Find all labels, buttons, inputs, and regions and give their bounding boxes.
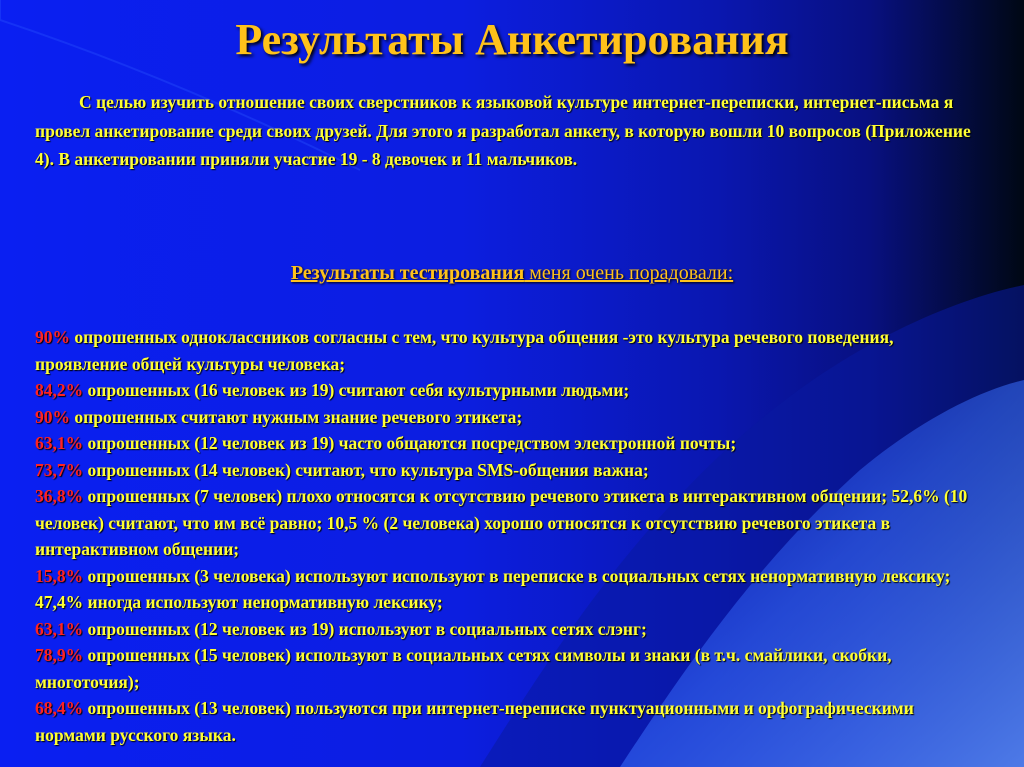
result-item xyxy=(35,642,985,695)
subtitle-bold: Результаты тестирования xyxy=(290,262,525,284)
result-text: опрошенных (7 человек) плохо относятся к отсутствию речевого этикета в интерактивном общении; 52,6% (10 человек) считают, что им всё равно; 10,5 % (2 человека) хорошо относятся к отсутствию речевого этикета в интерактивном общении; xyxy=(35,486,968,559)
result-percent: 63,1% xyxy=(35,618,84,639)
result-percent: 73,7% xyxy=(35,459,84,480)
result-text: опрошенных одноклассников согласны с тем, что культура общения -это культура речевого поведения, проявление общей культуры человека; xyxy=(35,327,894,374)
results-list xyxy=(35,324,985,748)
result-percent: 78,9% xyxy=(35,645,84,665)
result-percent: 90% xyxy=(35,327,70,347)
result-text: опрошенных (12 человек из 19) часто общаются посредством электронной почты; xyxy=(83,433,737,453)
result-item xyxy=(35,377,985,404)
result-text: опрошенных (16 человек из 19) считают себя культурными людьми; xyxy=(83,380,630,400)
result-item xyxy=(35,563,985,616)
result-text: опрошенных (14 человек) считают, что культура SMS-общения важна; xyxy=(83,459,649,480)
result-percent: 15,8% xyxy=(35,565,84,586)
result-item xyxy=(35,483,985,563)
result-item xyxy=(35,457,985,484)
result-text: опрошенных (13 человек) пользуются при интернет-переписке пунктуационными и орфографическими нормами русского языка. xyxy=(35,698,914,745)
result-item xyxy=(35,695,985,748)
result-percent: 68,4% xyxy=(35,698,84,718)
result-item xyxy=(35,324,985,377)
results-subtitle xyxy=(0,262,1024,285)
result-percent: 84,2% xyxy=(35,380,84,400)
intro-paragraph xyxy=(35,88,975,174)
result-percent: 90% xyxy=(35,406,70,427)
slide-title: Результаты Анкетирования xyxy=(235,15,789,64)
result-text: опрошенных (3 человека) используют используют в переписке в социальных сетях ненормативную лексику; 47,4% иногда используют ненормативную лексику; xyxy=(35,565,951,612)
result-text: опрошенных (12 человек из 19) используют в социальных сетях слэнг; xyxy=(83,618,647,639)
subtitle-rest: меня очень порадовали: xyxy=(524,262,734,284)
result-text: опрошенных (15 человек) используют в социальных сетях символы и знаки (в т.ч. смайлики, скобки, многоточия); xyxy=(35,645,892,692)
result-percent: 63,1% xyxy=(35,433,84,453)
result-text: опрошенных считают нужным знание речевого этикета; xyxy=(70,406,523,427)
result-percent: 36,8% xyxy=(35,486,84,506)
intro-text: С целью изучить отношение своих сверстников к языковой культуре интернет-переписки, интернет-письма я провел анкетирование среди своих друзей. Для этого я разработал анкету, в которую вошли 10 вопросов (Приложение 4). В анкетировании приняли участие 19 - 8 девочек и 11 мальчиков. xyxy=(35,92,971,169)
result-item xyxy=(35,430,985,457)
result-item xyxy=(35,404,985,431)
result-item xyxy=(35,616,985,643)
